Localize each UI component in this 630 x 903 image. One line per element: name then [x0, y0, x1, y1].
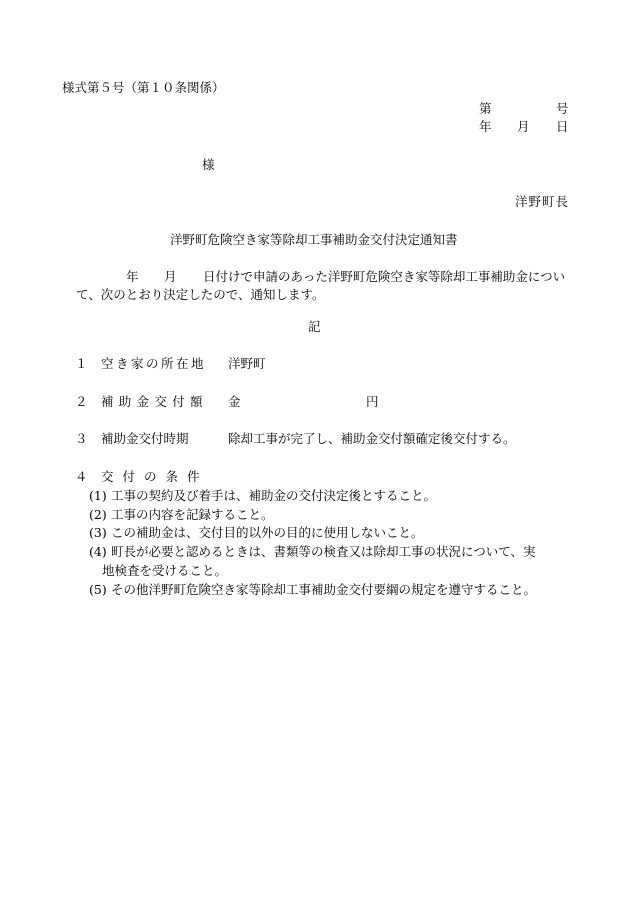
date-day: 日 — [556, 119, 569, 134]
item-label: 空き家の所在地 — [101, 356, 207, 371]
ki-heading: 記 — [308, 319, 321, 334]
date-year: 年 — [479, 119, 492, 134]
document-title: 洋野町危険空き家等除却工事補助金交付決定通知書 — [170, 232, 458, 247]
condition-item-continuation: 地検査を受けること。 — [102, 563, 228, 578]
item-number: ４ — [75, 469, 88, 484]
body-line1: 日付けで申請のあった洋野町危険空き家等除却工事補助金につい — [203, 269, 566, 284]
item-value: 金 — [228, 394, 241, 409]
addressee-suffix: 様 — [202, 157, 215, 172]
item-label: 補助金交付額 — [101, 394, 208, 409]
yen-unit: 円 — [366, 394, 379, 409]
doc-no-prefix: 第 — [479, 101, 492, 116]
body-year: 年 — [126, 269, 139, 284]
issuer: 洋野町長 — [515, 194, 570, 209]
item-value: 洋野町 — [228, 356, 266, 371]
item-number: ２ — [75, 394, 88, 409]
item-number: ３ — [75, 431, 88, 446]
item-number: １ — [75, 356, 88, 371]
doc-no-suffix: 号 — [556, 101, 569, 116]
item-label: 交付の条件 — [101, 469, 209, 484]
date-month: 月 — [517, 119, 530, 134]
item-label: 補助金交付時期 — [101, 431, 189, 446]
body-month: 月 — [164, 269, 177, 284]
form-number: 様式第５号（第１０条関係） — [62, 80, 225, 95]
item-value: 除却工事が完了し、補助金交付額確定後交付する。 — [228, 431, 516, 446]
body-line2: て、次のとおり決定したので、通知します。 — [76, 287, 325, 302]
